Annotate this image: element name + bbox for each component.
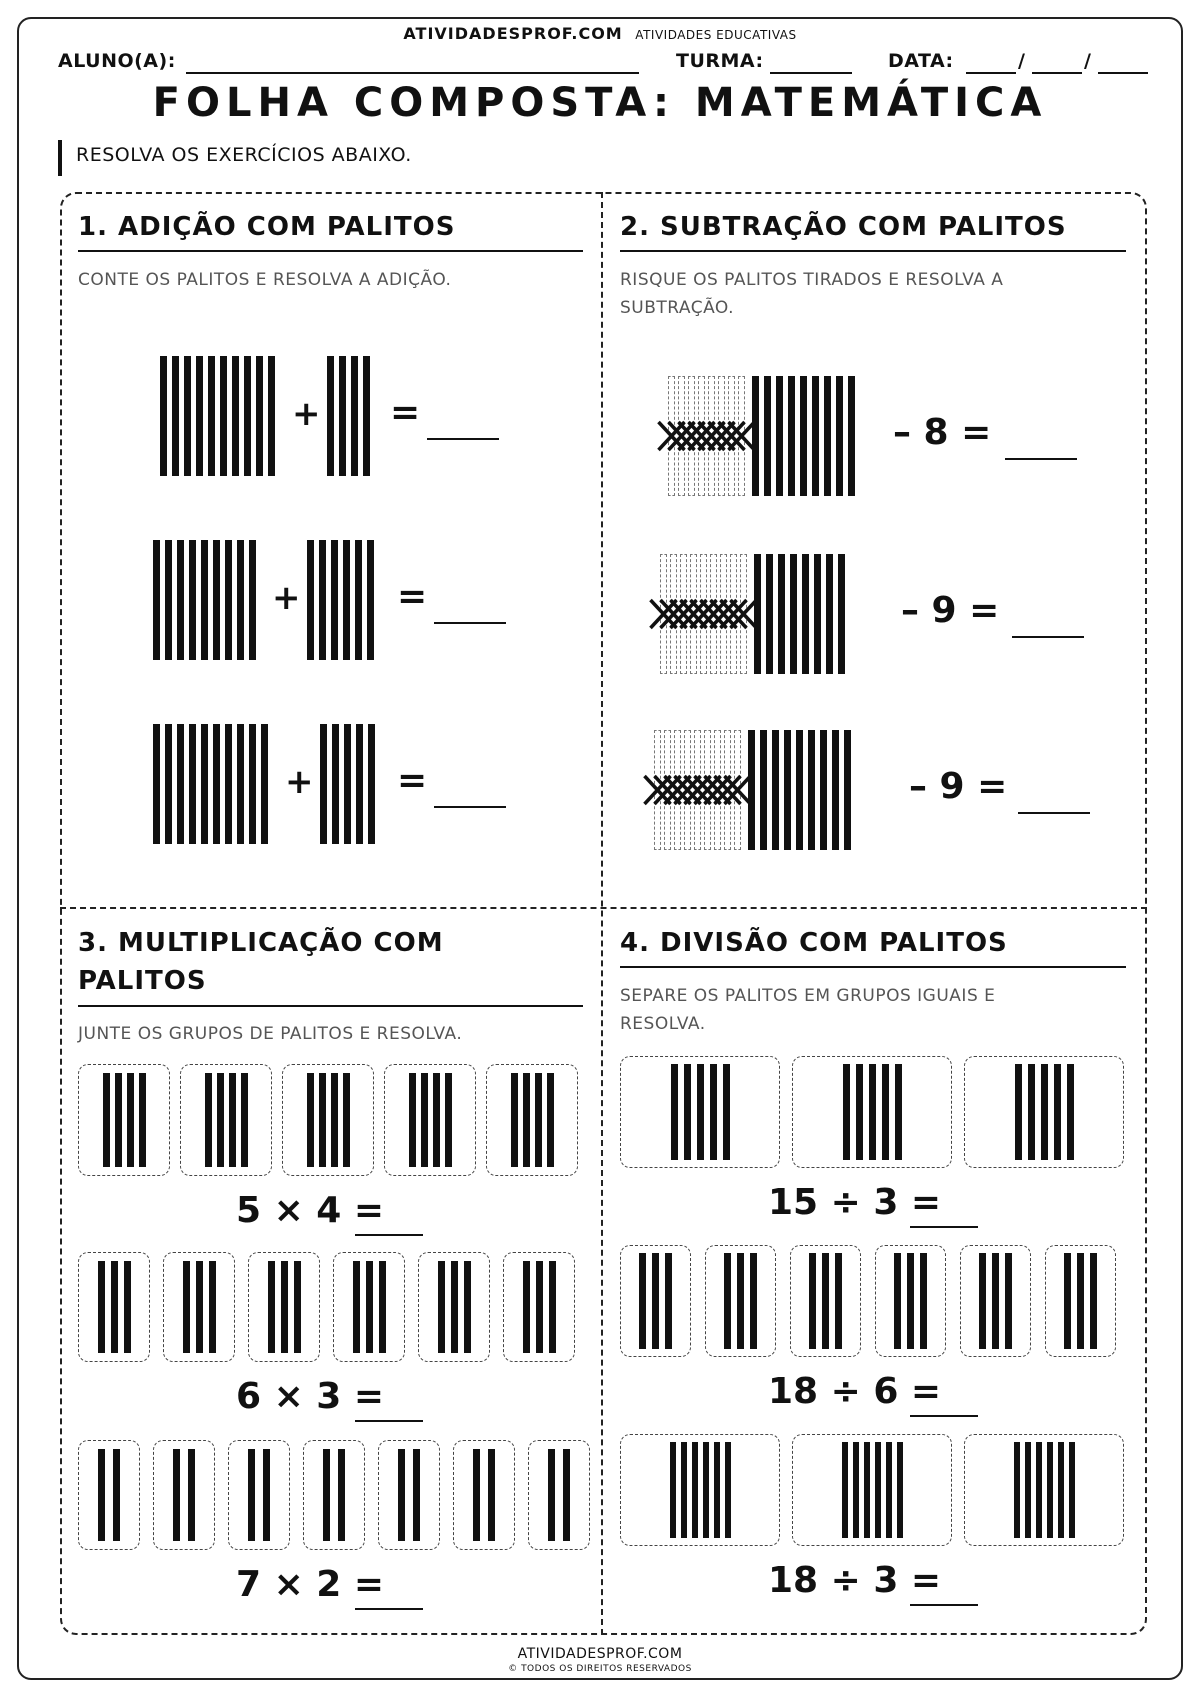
stick (836, 376, 843, 496)
stick (232, 356, 239, 476)
stick (256, 356, 263, 476)
stick (856, 1064, 863, 1160)
answer-line[interactable] (355, 1234, 423, 1236)
plus-sign: + (272, 578, 301, 618)
stick (895, 1064, 902, 1160)
stick (111, 1261, 118, 1353)
stick-group (486, 1064, 578, 1176)
answer-line[interactable] (1005, 458, 1077, 460)
stick (184, 356, 191, 476)
stick (639, 1253, 646, 1349)
stick (189, 540, 196, 660)
stick (160, 356, 167, 476)
stick (213, 724, 220, 844)
stick (173, 1449, 180, 1541)
horizontal-divider (60, 907, 1147, 909)
stick (220, 356, 227, 476)
stick (353, 1261, 360, 1353)
stick (979, 1253, 986, 1349)
stick (822, 1253, 829, 1349)
date-year-field[interactable] (1098, 72, 1148, 74)
footer-rights: © TODOS OS DIREITOS RESERVADOS (508, 1664, 692, 1674)
stick (165, 724, 172, 844)
stick (800, 376, 807, 496)
stick (261, 724, 268, 844)
stick (172, 356, 179, 476)
date-separator: / (1084, 50, 1092, 72)
stick (332, 724, 339, 844)
stick (338, 1449, 345, 1541)
stick (750, 1253, 757, 1349)
stick (848, 376, 855, 496)
stick (413, 1449, 420, 1541)
stick (188, 1449, 195, 1541)
stick-group (180, 1064, 272, 1176)
stick (268, 356, 275, 476)
stick (897, 1442, 903, 1538)
plus-sign: + (292, 394, 321, 434)
stick (445, 1073, 452, 1167)
stick (225, 540, 232, 660)
stick (737, 1253, 744, 1349)
student-label: ALUNO(A): (58, 50, 176, 72)
equals-sign: = (397, 760, 428, 801)
stick (814, 554, 821, 674)
stick (488, 1449, 495, 1541)
stick (670, 1442, 676, 1538)
stick (842, 1442, 848, 1538)
multiplication-expression: 6 × 3 = (236, 1376, 385, 1417)
stick (820, 730, 827, 850)
stick (153, 540, 160, 660)
stick (808, 730, 815, 850)
stick (319, 1073, 326, 1167)
section-instruction: CONTE OS PALITOS E RESOLVA A ADIÇÃO. (78, 270, 452, 290)
stick-group (78, 1064, 170, 1176)
stick (681, 1442, 687, 1538)
stick (241, 1073, 248, 1167)
date-month-field[interactable] (1032, 72, 1082, 74)
stick (201, 724, 208, 844)
section-instruction: SEPARE OS PALITOS EM GRUPOS IGUAIS E RESOLVA. (620, 986, 996, 1034)
stick (536, 1261, 543, 1353)
stick (248, 1449, 255, 1541)
stick (213, 540, 220, 660)
stick (547, 1073, 554, 1167)
stick (98, 1261, 105, 1353)
stick (268, 1261, 275, 1353)
site-header (0, 24, 1200, 43)
stick-group (303, 1440, 365, 1550)
stick (710, 1064, 717, 1160)
stick (523, 1261, 530, 1353)
stick (665, 1253, 672, 1349)
stick (764, 376, 771, 496)
page-title: FOLHA COMPOSTA: MATEMÁTICA (152, 80, 1048, 126)
answer-line[interactable] (355, 1420, 423, 1422)
stick (832, 730, 839, 850)
stick (864, 1442, 870, 1538)
stick (1014, 1442, 1020, 1538)
stick (249, 724, 256, 844)
page-instruction: RESOLVA OS EXERCÍCIOS ABAIXO. (76, 144, 412, 166)
answer-line[interactable] (434, 806, 506, 808)
stick (331, 540, 338, 660)
stick-group (282, 1064, 374, 1176)
stick (796, 730, 803, 850)
stick (244, 356, 251, 476)
stick (697, 1064, 704, 1160)
stick (183, 1261, 190, 1353)
stick (113, 1449, 120, 1541)
stick (652, 1253, 659, 1349)
stick-group (378, 1440, 440, 1550)
section-title: 2. SUBTRAÇÃO COM PALITOS (620, 212, 1067, 242)
subtraction-expression: – 9 = (909, 766, 1008, 807)
stick (882, 1064, 889, 1160)
stick (209, 1261, 216, 1353)
answer-line[interactable] (910, 1226, 978, 1228)
stick (714, 1442, 720, 1538)
stick-group (620, 1434, 780, 1546)
stick-group (792, 1434, 952, 1546)
multiplication-expression: 5 × 4 = (236, 1190, 385, 1231)
division-expression: 15 ÷ 3 = (768, 1182, 942, 1223)
stick (98, 1449, 105, 1541)
stick (124, 1261, 131, 1353)
student-name-field[interactable] (186, 72, 639, 74)
date-label: DATA: (888, 50, 954, 72)
answer-line[interactable] (427, 438, 499, 440)
stick (1041, 1064, 1048, 1160)
stick (1067, 1064, 1074, 1160)
stick (523, 1073, 530, 1167)
stick (703, 1442, 709, 1538)
answer-line[interactable] (1012, 636, 1084, 638)
stick (217, 1073, 224, 1167)
multiplication-expression: 7 × 2 = (236, 1564, 385, 1605)
stick (281, 1261, 288, 1353)
stick (671, 1064, 678, 1160)
stick (307, 1073, 314, 1167)
stick (379, 1261, 386, 1353)
stick (356, 724, 363, 844)
stick (323, 1449, 330, 1541)
stick (766, 554, 773, 674)
stick (684, 1064, 691, 1160)
stick (790, 554, 797, 674)
stick (826, 554, 833, 674)
stick (343, 540, 350, 660)
stick (249, 540, 256, 660)
stick (115, 1073, 122, 1167)
stick (549, 1261, 556, 1353)
stick (127, 1073, 134, 1167)
stick (451, 1261, 458, 1353)
stick (1028, 1064, 1035, 1160)
stick (894, 1253, 901, 1349)
stick (237, 540, 244, 660)
stick (1015, 1064, 1022, 1160)
stick (886, 1442, 892, 1538)
stick-group (384, 1064, 476, 1176)
subtraction-expression: – 8 = (893, 412, 992, 453)
answer-line[interactable] (355, 1608, 423, 1610)
stick (339, 356, 346, 476)
stick (692, 1442, 698, 1538)
section-title: 4. DIVISÃO COM PALITOS (620, 928, 1008, 958)
stick-group (453, 1440, 515, 1550)
class-field[interactable] (770, 72, 852, 74)
subtraction-expression: – 9 = (901, 590, 1000, 631)
stick (294, 1261, 301, 1353)
stick-group (964, 1434, 1124, 1546)
stick (1077, 1253, 1084, 1349)
answer-line[interactable] (910, 1415, 978, 1417)
cross-marks (644, 770, 754, 810)
stick (772, 730, 779, 850)
stick (355, 540, 362, 660)
stick (1054, 1064, 1061, 1160)
stick (225, 724, 232, 844)
section-instruction: RISQUE OS PALITOS TIRADOS E RESOLVA A SUBTRAÇÃO. (620, 270, 1004, 318)
stick (473, 1449, 480, 1541)
stick (724, 1253, 731, 1349)
site-name: ATIVIDADESPROF.COM (403, 24, 623, 43)
stick (363, 356, 370, 476)
stick (351, 356, 358, 476)
instruction-bar (58, 140, 62, 176)
stick-group (78, 1440, 140, 1550)
stick (139, 1073, 146, 1167)
stick (368, 724, 375, 844)
section-instruction: JUNTE OS GRUPOS DE PALITOS E RESOLVA. (78, 1024, 463, 1044)
stick (802, 554, 809, 674)
stick (809, 1253, 816, 1349)
stick (343, 1073, 350, 1167)
stick (869, 1064, 876, 1160)
stick (319, 540, 326, 660)
plus-sign: + (285, 762, 314, 802)
stick (189, 724, 196, 844)
section-title: 3. MULTIPLICAÇÃO COM PALITOS (78, 928, 444, 996)
class-label: TURMA: (676, 50, 764, 72)
cross-marks (650, 594, 760, 634)
stick (776, 376, 783, 496)
stick (907, 1253, 914, 1349)
stick (1005, 1253, 1012, 1349)
stick (331, 1073, 338, 1167)
stick (563, 1449, 570, 1541)
stick (511, 1073, 518, 1167)
stick (320, 724, 327, 844)
vertical-divider (601, 192, 603, 1635)
stick (177, 724, 184, 844)
stick (196, 1261, 203, 1353)
stick (1064, 1253, 1071, 1349)
division-expression: 18 ÷ 3 = (768, 1560, 942, 1601)
stick (920, 1253, 927, 1349)
stick (421, 1073, 428, 1167)
stick (843, 1064, 850, 1160)
stick (788, 376, 795, 496)
stick (153, 724, 160, 844)
stick (725, 1442, 731, 1538)
stick (208, 356, 215, 476)
section-rule (620, 966, 1126, 968)
footer-site: ATIVIDADESPROF.COM (517, 1646, 683, 1662)
stick (464, 1261, 471, 1353)
stick (229, 1073, 236, 1167)
stick (438, 1261, 445, 1353)
stick (1047, 1442, 1053, 1538)
stick-group (153, 1440, 215, 1550)
stick (812, 376, 819, 496)
stick (263, 1449, 270, 1541)
stick (344, 724, 351, 844)
equals-sign: = (397, 576, 428, 617)
stick (433, 1073, 440, 1167)
section-rule (78, 1005, 583, 1007)
stick (103, 1073, 110, 1167)
stick (838, 554, 845, 674)
stick (875, 1442, 881, 1538)
division-expression: 18 ÷ 6 = (768, 1371, 942, 1412)
stick (835, 1253, 842, 1349)
stick (307, 540, 314, 660)
stick (1069, 1442, 1075, 1538)
stick (853, 1442, 859, 1538)
stick (548, 1449, 555, 1541)
stick (196, 356, 203, 476)
stick-group (228, 1440, 290, 1550)
stick (778, 554, 785, 674)
section-title: 1. ADIÇÃO COM PALITOS (78, 212, 456, 242)
stick (844, 730, 851, 850)
stick (1036, 1442, 1042, 1538)
stick (177, 540, 184, 660)
stick (1025, 1442, 1031, 1538)
stick-group (528, 1440, 590, 1550)
stick (992, 1253, 999, 1349)
stick (398, 1449, 405, 1541)
stick (237, 724, 244, 844)
site-tagline: ATIVIDADES EDUCATIVAS (635, 28, 797, 42)
stick (367, 540, 374, 660)
cross-marks (658, 416, 758, 456)
stick (366, 1261, 373, 1353)
stick (409, 1073, 416, 1167)
date-separator: / (1018, 50, 1026, 72)
section-rule (620, 250, 1126, 252)
stick (205, 1073, 212, 1167)
stick (723, 1064, 730, 1160)
answer-line[interactable] (910, 1604, 978, 1606)
date-day-field[interactable] (966, 72, 1016, 74)
answer-line[interactable] (434, 622, 506, 624)
stick (784, 730, 791, 850)
answer-line[interactable] (1018, 812, 1090, 814)
stick (327, 356, 334, 476)
stick (201, 540, 208, 660)
stick (1090, 1253, 1097, 1349)
section-rule (78, 250, 583, 252)
stick (824, 376, 831, 496)
stick (165, 540, 172, 660)
stick (535, 1073, 542, 1167)
stick (760, 730, 767, 850)
equals-sign: = (390, 392, 421, 433)
stick (1058, 1442, 1064, 1538)
